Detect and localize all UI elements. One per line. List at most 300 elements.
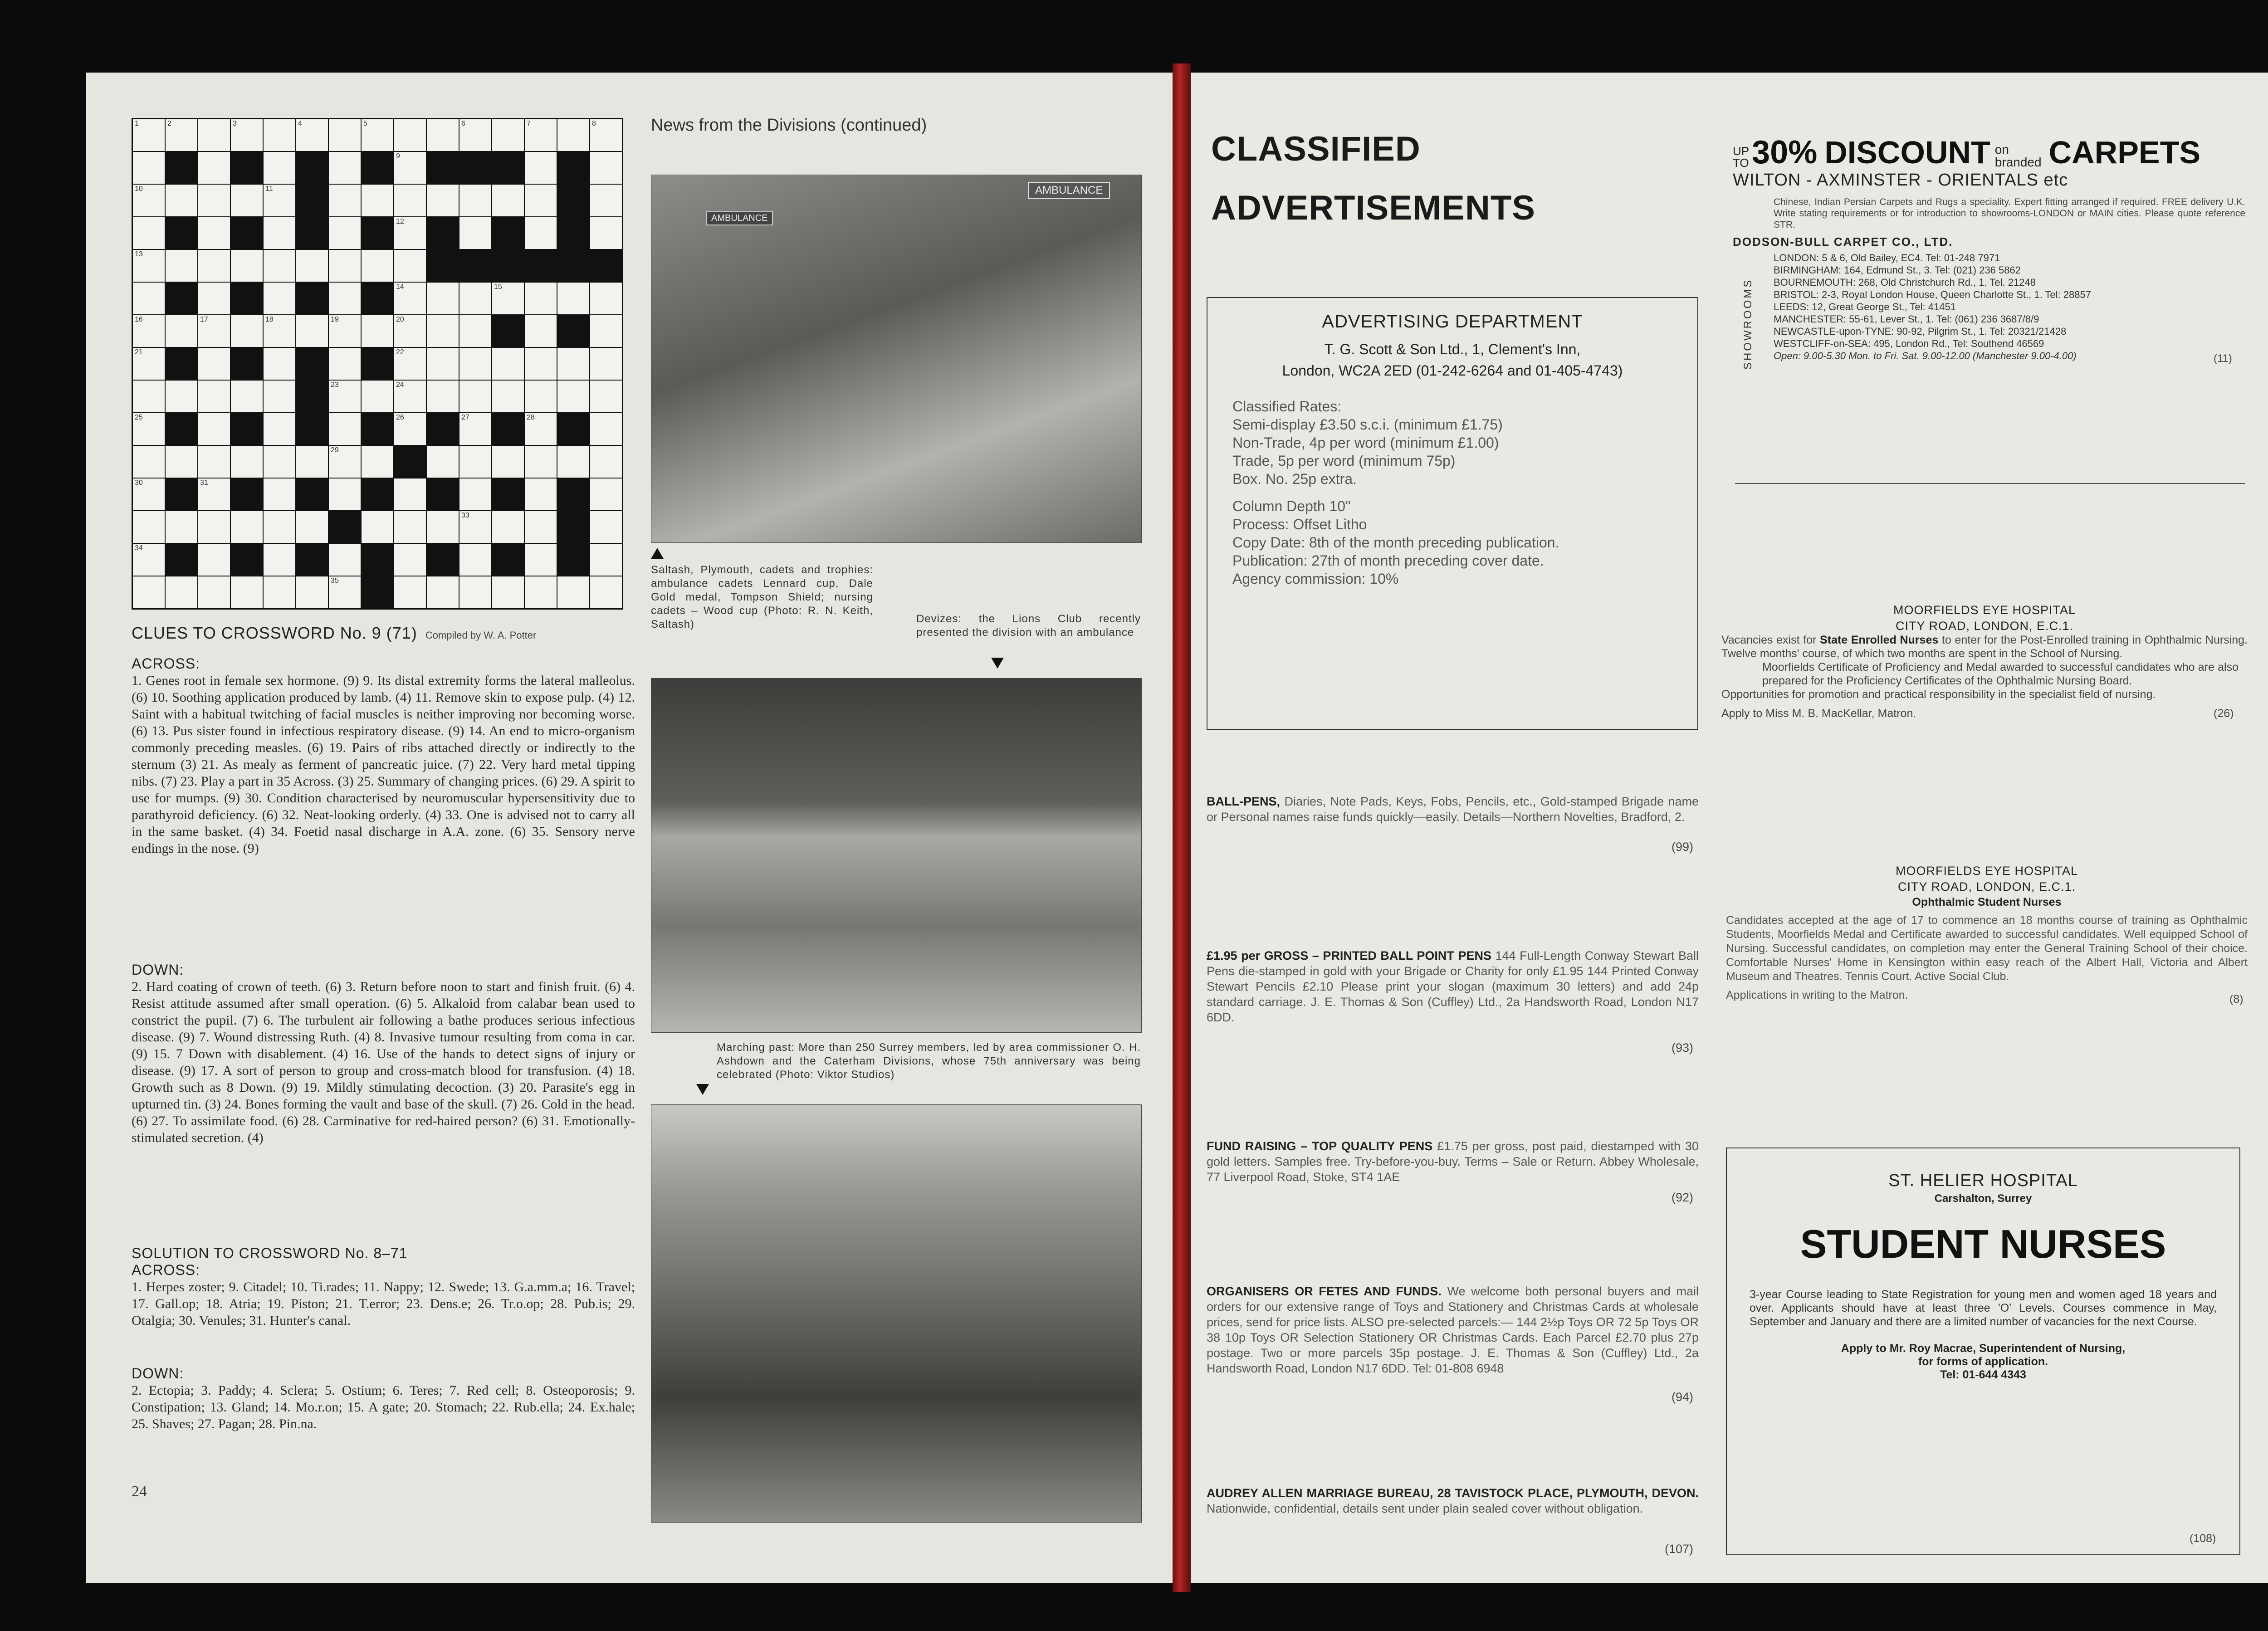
crossword-cell[interactable]: [231, 217, 263, 249]
rate-line: Semi-display £3.50 s.c.i. (minimum £1.75): [1232, 416, 1503, 433]
helier-tel: Tel: 01-644 4343: [1940, 1368, 2026, 1381]
crossword-cell[interactable]: [394, 152, 426, 184]
spec-line: Process: Offset Litho: [1232, 516, 1367, 532]
crossword-cell[interactable]: [427, 348, 459, 380]
crossword-cell[interactable]: [296, 315, 328, 347]
crossword-cell[interactable]: [394, 446, 426, 478]
crossword-cell[interactable]: [492, 479, 524, 510]
ad-fund-head: FUND RAISING – TOP QUALITY PENS: [1207, 1139, 1433, 1153]
crossword-cell[interactable]: [362, 283, 393, 314]
right-page: [1191, 73, 2268, 1583]
crossword-cell[interactable]: [231, 544, 263, 576]
crossword-cell[interactable]: [231, 413, 263, 445]
crossword-cell[interactable]: [427, 413, 459, 445]
classified-title: CLASSIFIED: [1211, 130, 1421, 168]
crossword-cell[interactable]: [362, 576, 393, 608]
cell-number: 25: [135, 414, 143, 421]
moor2-para1: Candidates accepted at the age of 17 to commence an 18 months course of training as Ophthalmic Students, Moorfields Medal and Certificate awarded to successful candidates. Well equipped School of Nursing. Successful candidates, on completion may enter the General Training School of their choice. Comfortable Nurses' Home in Kensington within easy reach of the Albert Hall, Victoria and Albert Museum and Theatres. Tennis Court. Active Social Club.: [1726, 914, 2248, 983]
cadets-photo: [651, 175, 1142, 543]
crossword-cell[interactable]: [557, 283, 589, 314]
crossword-cell[interactable]: [133, 511, 165, 543]
crossword-cell[interactable]: [427, 283, 459, 314]
crossword-cell[interactable]: [557, 315, 589, 347]
crossword-cell[interactable]: [166, 185, 197, 216]
advertising-department-box: [1207, 297, 1698, 730]
crossword-cell[interactable]: [427, 544, 459, 576]
caption-arrow-down-icon-2: [696, 1084, 709, 1095]
crossword-cell[interactable]: [459, 348, 491, 380]
crossword-cell[interactable]: [133, 185, 165, 216]
crossword-cell[interactable]: [427, 250, 459, 282]
cell-number: 18: [265, 316, 274, 323]
crossword-cell[interactable]: [166, 511, 197, 543]
carpet-to: TO: [1733, 156, 1749, 170]
down-clues: 2. Hard coating of crown of teeth. (6) 3. Return before noon to start and finish fruit. (6) 4. Resist attitude assumed after small operation. (6) 5. Alkaloid from calabar bean used to constrict the pupil. (7) 6. The turbulent air following a bathe produces serious infectious disease. (9) 7. Wound distressing Ruth. (4) 8. Invasive tumour resulting from coma in car. (9) 15. 7 Down with disablement. (4) 16. Use of the hands to detect signs of injury or disease. (9) 17. A sort of person to group and cross-match blood for transfusion. (4) 18. Growth such as 8 Down. (9) 19. Mildly stimulating decoction. (3) 20. Parasite's egg in upturned tin. (3) 24. Bones forming the vault and base of the skull. (7) 26. Cold in the head. (6) 27. To assimilate food. (6) 28. Carminative for red-haired person? (6) 31. Emotionally-stimulated secretion. (4): [132, 979, 635, 1145]
crossword-cell[interactable]: [329, 511, 361, 543]
crossword-cell[interactable]: [296, 348, 328, 380]
crossword-cell[interactable]: [296, 250, 328, 282]
crossword-cell[interactable]: [329, 381, 361, 412]
crossword-cell[interactable]: [394, 348, 426, 380]
crossword-cell[interactable]: [329, 217, 361, 249]
crossword-cell[interactable]: [525, 381, 557, 412]
crossword-cell[interactable]: [427, 217, 459, 249]
crossword-cell[interactable]: [362, 152, 393, 184]
crossword-cell[interactable]: [264, 152, 295, 184]
crossword-cell[interactable]: [525, 250, 557, 282]
moor1-address: CITY ROAD, LONDON, E.C.1.: [1895, 619, 2074, 633]
crossword-cell[interactable]: [459, 544, 491, 576]
crossword-cell[interactable]: [166, 381, 197, 412]
crossword-cell[interactable]: [231, 185, 263, 216]
moor2-subtitle: Ophthalmic Student Nurses: [1912, 896, 2062, 908]
crossword-cell[interactable]: [231, 479, 263, 510]
crossword-cell[interactable]: [166, 283, 197, 314]
crossword-cell[interactable]: [166, 315, 197, 347]
cell-number: 28: [527, 414, 535, 421]
crossword-cell[interactable]: [264, 119, 295, 151]
crossword-cell[interactable]: [329, 185, 361, 216]
carpet-ref: (11): [2214, 352, 2232, 365]
crossword-cell[interactable]: [459, 185, 491, 216]
crossword-cell[interactable]: [296, 479, 328, 510]
crossword-cell[interactable]: [557, 576, 589, 608]
crossword-cell[interactable]: [525, 283, 557, 314]
crossword-cell[interactable]: [264, 185, 295, 216]
crossword-cell[interactable]: [427, 479, 459, 510]
crossword-cell[interactable]: [525, 185, 557, 216]
crossword-cell[interactable]: [362, 185, 393, 216]
crossword-cell[interactable]: [296, 119, 328, 151]
crossword-cell[interactable]: [459, 152, 491, 184]
crossword-cell[interactable]: [525, 544, 557, 576]
crossword-cell[interactable]: [362, 544, 393, 576]
crossword-cell[interactable]: [590, 283, 622, 314]
crossword-cell[interactable]: [459, 217, 491, 249]
crossword-cell[interactable]: [133, 381, 165, 412]
ad-gross-head: £1.95 per GROSS – PRINTED BALL POINT PENS: [1207, 949, 1491, 962]
crossword-cell[interactable]: [264, 315, 295, 347]
rate-line: Box. No. 25p extra.: [1232, 471, 1357, 487]
crossword-cell[interactable]: [590, 511, 622, 543]
ad-organisers: [1207, 1284, 1699, 1376]
crossword-cell[interactable]: [198, 381, 230, 412]
crossword-cell[interactable]: [590, 348, 622, 380]
crossword-cell[interactable]: [166, 217, 197, 249]
ad-ball-pens: [1207, 794, 1699, 825]
crossword-cell[interactable]: [394, 185, 426, 216]
crossword-cell[interactable]: [557, 511, 589, 543]
crossword-cell[interactable]: [459, 446, 491, 478]
crossword-cell[interactable]: [459, 250, 491, 282]
crossword-cell[interactable]: [590, 544, 622, 576]
crossword-cell[interactable]: [492, 446, 524, 478]
crossword-cell[interactable]: [525, 348, 557, 380]
crossword-cell[interactable]: [394, 250, 426, 282]
crossword-cell[interactable]: [492, 511, 524, 543]
crossword-cell[interactable]: [166, 446, 197, 478]
dept-title: ADVERTISING DEPARTMENT: [1322, 312, 1583, 332]
ad-ref: (93): [1672, 1041, 1694, 1055]
crossword-cell[interactable]: [557, 152, 589, 184]
ad-ball-pens-text: Diaries, Note Pads, Keys, Fobs, Pencils, etc., Gold-stamped Brigade name or Personal names raise funds quickly—easily. Details—Northern Novelties, Bradford, 2.: [1207, 795, 1699, 824]
crossword-cell[interactable]: [394, 381, 426, 412]
crossword-cell[interactable]: [492, 576, 524, 608]
crossword-cell[interactable]: [296, 185, 328, 216]
crossword-cell[interactable]: [590, 479, 622, 510]
crossword-cell[interactable]: [590, 152, 622, 184]
dept-line1: T. G. Scott & Son Ltd., 1, Clement's Inn,: [1324, 341, 1581, 357]
crossword-cell[interactable]: [427, 576, 459, 608]
crossword-cell[interactable]: [329, 315, 361, 347]
showrooms-label: SHOWROOMS: [1742, 278, 1754, 370]
crossword-cell[interactable]: [557, 381, 589, 412]
crossword-cell[interactable]: [296, 544, 328, 576]
showroom-item: LEEDS: 12, Great George St., Tel: 41451: [1774, 301, 1956, 313]
crossword-cell[interactable]: [133, 348, 165, 380]
crossword-cell[interactable]: [296, 576, 328, 608]
crossword-cell[interactable]: [329, 348, 361, 380]
crossword-cell[interactable]: [427, 152, 459, 184]
crossword-cell[interactable]: [231, 283, 263, 314]
crossword-cell[interactable]: [492, 381, 524, 412]
moorfields-ad-2: [1726, 864, 2248, 1006]
rates-list: [1232, 397, 1697, 488]
crossword-cell[interactable]: [264, 544, 295, 576]
crossword-cell[interactable]: [362, 413, 393, 445]
crossword-cell[interactable]: [525, 511, 557, 543]
crossword-cell[interactable]: [492, 544, 524, 576]
crossword-cell[interactable]: [362, 250, 393, 282]
cell-number: 24: [396, 381, 404, 389]
helier-place: Carshalton, Surrey: [1934, 1192, 2032, 1205]
crossword-cell[interactable]: [264, 576, 295, 608]
crossword-cell[interactable]: [231, 119, 263, 151]
crossword-cell[interactable]: [166, 119, 197, 151]
crossword-cell[interactable]: [557, 217, 589, 249]
cell-number: 34: [135, 544, 143, 552]
crossword-cell[interactable]: [198, 185, 230, 216]
crossword-cell[interactable]: [362, 479, 393, 510]
specs-list: [1232, 497, 1697, 588]
crossword-cell[interactable]: [264, 446, 295, 478]
crossword-cell[interactable]: [133, 544, 165, 576]
crossword-cell[interactable]: [557, 348, 589, 380]
crossword-cell[interactable]: [362, 119, 393, 151]
caption-arrow-down-icon: [991, 658, 1004, 669]
crossword-cell[interactable]: [525, 479, 557, 510]
caption-arrow-up-icon: [651, 548, 664, 559]
crossword-cell[interactable]: [198, 348, 230, 380]
crossword-cell[interactable]: [525, 315, 557, 347]
crossword-cell[interactable]: [525, 217, 557, 249]
crossword-cell[interactable]: [427, 446, 459, 478]
crossword-cell[interactable]: [427, 315, 459, 347]
crossword-cell[interactable]: [296, 446, 328, 478]
crossword-cell[interactable]: [394, 217, 426, 249]
solution-down: 2. Ectopia; 3. Paddy; 4. Sclera; 5. Ostium; 6. Teres; 7. Red cell; 8. Osteoporosis; 9. Constipation; 13. Gland; 14. Mo.r.on; 15. A gate; 20. Stomach; 22. Rub.ella; 24. Ex.hale; 25. Shaves; 27. Pagan; 28. Pin.na.: [132, 1383, 635, 1431]
crossword-cell[interactable]: [590, 217, 622, 249]
cell-number: 22: [396, 348, 404, 356]
crossword-cell[interactable]: [557, 119, 589, 151]
crossword-cell[interactable]: [133, 217, 165, 249]
moor2-address: CITY ROAD, LONDON, E.C.1.: [1897, 880, 2076, 894]
crossword-cell[interactable]: [492, 250, 524, 282]
crossword-cell[interactable]: [166, 576, 197, 608]
crossword-cell[interactable]: [394, 576, 426, 608]
crossword-cell[interactable]: [166, 152, 197, 184]
crossword-cell[interactable]: [525, 119, 557, 151]
cell-number: 14: [396, 283, 404, 291]
showroom-item: NEWCASTLE-upon-TYNE: 90-92, Pilgrim St., 1. Tel: 20321/21428: [1774, 326, 2067, 337]
crossword-cell[interactable]: [557, 413, 589, 445]
crossword-cell[interactable]: [264, 217, 295, 249]
carpet-discount: DISCOUNT: [1824, 135, 1990, 170]
ad-audrey-allen: [1207, 1485, 1699, 1516]
ad-gross-text: 144 Full-Length Conway Stewart Ball Pens die-stamped in gold with your Brigade or Charity for only £1.95 144 Printed Conway Stewart Pencils £2.10 Please print your slogan (maximum 30 letters) and add 24p standard carriage. J. E. Thomas & Son (Cuffley) Ltd., 2a Handsworth Road, London N17 6DD.: [1207, 949, 1699, 1024]
crossword-cell[interactable]: [557, 544, 589, 576]
crossword-cell[interactable]: [459, 576, 491, 608]
news-heading: News from the Divisions (continued): [651, 116, 927, 135]
crossword-cell[interactable]: [329, 479, 361, 510]
solution-title: SOLUTION TO CROSSWORD No. 8–71: [132, 1245, 408, 1261]
crossword-cell[interactable]: [231, 446, 263, 478]
cell-number: 8: [592, 120, 596, 127]
crossword-cell[interactable]: [362, 315, 393, 347]
crossword-cell[interactable]: [557, 446, 589, 478]
marching-photo: [651, 1104, 1142, 1523]
crossword-cell[interactable]: [492, 185, 524, 216]
crossword-cell[interactable]: [133, 250, 165, 282]
crossword-cell[interactable]: [329, 413, 361, 445]
crossword-cell[interactable]: [459, 381, 491, 412]
crossword-cell[interactable]: [329, 576, 361, 608]
clues-block: [132, 624, 640, 643]
moor1-para1: Vacancies exist for State Enrolled Nurses to enter for the Post-Enrolled training in Ophthalmic Nursing. Twelve months' course, of which two months are spent in the School of Nursing.: [1721, 634, 2248, 660]
crossword-cell[interactable]: [492, 348, 524, 380]
book-spine: [1173, 63, 1191, 1592]
crossword-cell[interactable]: [590, 250, 622, 282]
crossword-cell[interactable]: [264, 283, 295, 314]
crossword-cell[interactable]: [394, 511, 426, 543]
crossword-cell[interactable]: [459, 479, 491, 510]
crossword-cell[interactable]: [492, 152, 524, 184]
crossword-cell[interactable]: [133, 119, 165, 151]
crossword-cell[interactable]: [198, 446, 230, 478]
crossword-cell[interactable]: [459, 315, 491, 347]
moor2-apply: Applications in writing to the Matron.: [1726, 989, 1908, 1001]
ad-ref: (107): [1665, 1542, 1694, 1556]
crossword-cell[interactable]: [264, 250, 295, 282]
crossword-cell[interactable]: [394, 544, 426, 576]
crossword-cell[interactable]: [133, 576, 165, 608]
crossword-cell[interactable]: [459, 283, 491, 314]
cell-number: 21: [135, 348, 143, 356]
crossword-cell[interactable]: [329, 250, 361, 282]
showroom-item: WESTCLIFF-on-SEA: 495, London Rd., Tel: Southend 46569: [1774, 338, 2044, 349]
crossword-cell[interactable]: [329, 544, 361, 576]
crossword-cell[interactable]: [492, 283, 524, 314]
crossword-cell[interactable]: [394, 479, 426, 510]
crossword-cell[interactable]: [590, 185, 622, 216]
crossword-cell[interactable]: [231, 250, 263, 282]
crossword-cell[interactable]: [590, 413, 622, 445]
crossword-cell[interactable]: [427, 381, 459, 412]
showroom-item: BRISTOL: 2-3, Royal London House, Queen Charlotte St., 1. Tel: 28857: [1774, 289, 2091, 300]
crossword-cell[interactable]: [557, 185, 589, 216]
cell-number: 26: [396, 414, 404, 421]
crossword-cell[interactable]: [296, 381, 328, 412]
moorfields-ad-1: [1721, 603, 2248, 720]
crossword-cell[interactable]: [133, 479, 165, 510]
crossword-cell[interactable]: [427, 185, 459, 216]
crossword-cell[interactable]: [166, 479, 197, 510]
crossword-cell[interactable]: [198, 152, 230, 184]
crossword-cell[interactable]: [557, 250, 589, 282]
crossword-cell[interactable]: [329, 446, 361, 478]
crossword-cell[interactable]: [198, 283, 230, 314]
helier-apply2: for forms of application.: [1918, 1355, 2048, 1368]
crossword-cell[interactable]: [329, 119, 361, 151]
crossword-cell[interactable]: [231, 381, 263, 412]
crossword-cell[interactable]: [198, 217, 230, 249]
crossword-cell[interactable]: [166, 413, 197, 445]
carpet-on: on: [1994, 142, 2009, 156]
crossword-cell[interactable]: [362, 348, 393, 380]
crossword-cell[interactable]: [198, 119, 230, 151]
crossword-cell[interactable]: [231, 576, 263, 608]
crossword-cell[interactable]: [296, 283, 328, 314]
crossword-cell[interactable]: [394, 119, 426, 151]
cell-number: 19: [331, 316, 339, 323]
crossword-cell[interactable]: [459, 119, 491, 151]
crossword-cell[interactable]: [329, 152, 361, 184]
crossword-cell[interactable]: [166, 348, 197, 380]
crossword-cell[interactable]: [231, 152, 263, 184]
crossword-cell[interactable]: [525, 446, 557, 478]
crossword-cell[interactable]: [590, 381, 622, 412]
ad-ref: (94): [1672, 1390, 1694, 1404]
crossword-cell[interactable]: [198, 479, 230, 510]
crossword-cell[interactable]: [231, 315, 263, 347]
crossword-cell[interactable]: [264, 413, 295, 445]
crossword-cell[interactable]: [394, 315, 426, 347]
crossword-cell[interactable]: [133, 315, 165, 347]
crossword-cell[interactable]: [492, 315, 524, 347]
down-label: DOWN:: [132, 962, 184, 978]
crossword-cell[interactable]: [264, 479, 295, 510]
crossword-cell[interactable]: [329, 283, 361, 314]
cell-number: 15: [494, 283, 502, 291]
crossword-cell[interactable]: [198, 544, 230, 576]
crossword-cell[interactable]: [427, 511, 459, 543]
crossword-cell[interactable]: [362, 217, 393, 249]
crossword-cell[interactable]: [166, 544, 197, 576]
crossword-cell[interactable]: [590, 315, 622, 347]
crossword-cell[interactable]: [590, 446, 622, 478]
carpet-percent: 30%: [1752, 134, 1818, 171]
cell-number: 27: [461, 414, 469, 421]
crossword-cell[interactable]: [264, 348, 295, 380]
crossword-cell[interactable]: [198, 511, 230, 543]
helier-student-nurses: STUDENT NURSES: [1800, 1221, 2166, 1266]
crossword-cell[interactable]: [133, 152, 165, 184]
moor1-para3: Opportunities for promotion and practical responsibility in the specialist field of nursing.: [1721, 688, 2156, 701]
crossword-cell[interactable]: [590, 576, 622, 608]
crossword-cell[interactable]: [296, 511, 328, 543]
crossword-cell[interactable]: [362, 381, 393, 412]
cell-number: 20: [396, 316, 404, 323]
crossword-cell[interactable]: [296, 217, 328, 249]
moor1-para2: Moorfields Certificate of Proficiency and Medal awarded to successful candidates who are also prepared for the Proficiency Certificates of the Ophthalmic Nursing Board.: [1762, 661, 2239, 687]
crossword-cell[interactable]: [231, 348, 263, 380]
crossword-cell[interactable]: [198, 315, 230, 347]
crossword-cell[interactable]: [198, 576, 230, 608]
crossword-cell[interactable]: [492, 217, 524, 249]
crossword-cell[interactable]: [492, 119, 524, 151]
crossword-cell[interactable]: [557, 479, 589, 510]
crossword-cell[interactable]: [296, 152, 328, 184]
crossword-cell[interactable]: [362, 446, 393, 478]
moor1-ref: (26): [2214, 707, 2234, 720]
crossword-cell[interactable]: [264, 381, 295, 412]
crossword-cell[interactable]: [459, 511, 491, 543]
crossword-cell[interactable]: [525, 576, 557, 608]
crossword-cell[interactable]: [264, 511, 295, 543]
crossword-cell[interactable]: [133, 413, 165, 445]
crossword-cell[interactable]: [231, 511, 263, 543]
crossword-cell[interactable]: [394, 283, 426, 314]
crossword-cell[interactable]: [362, 511, 393, 543]
crossword-cell[interactable]: [133, 283, 165, 314]
crossword-cell[interactable]: [296, 413, 328, 445]
carpet-description: Chinese, Indian Persian Carpets and Rugs a speciality. Expert fitting arranged if required. FREE delivery U.K. Write stating requirements or for introduction to showrooms-LONDON or MAIN cities. Please quote reference STR.: [1774, 197, 2245, 230]
crossword-cell[interactable]: [590, 119, 622, 151]
crossword-cell[interactable]: [133, 446, 165, 478]
moor1-title: MOORFIELDS EYE HOSPITAL: [1893, 603, 2076, 617]
crossword-cell[interactable]: [459, 413, 491, 445]
crossword-cell[interactable]: [394, 413, 426, 445]
crossword-cell[interactable]: [427, 119, 459, 151]
crossword-cell[interactable]: [525, 413, 557, 445]
crossword-cell[interactable]: [525, 152, 557, 184]
crossword-cell[interactable]: [198, 413, 230, 445]
showroom-item: BIRMINGHAM: 164, Edmund St., 3. Tel: (021) 236 5862: [1774, 264, 2021, 276]
crossword-cell[interactable]: [492, 413, 524, 445]
crossword-cell[interactable]: [166, 250, 197, 282]
crossword-cell[interactable]: [198, 250, 230, 282]
page-number: 24: [132, 1483, 147, 1500]
